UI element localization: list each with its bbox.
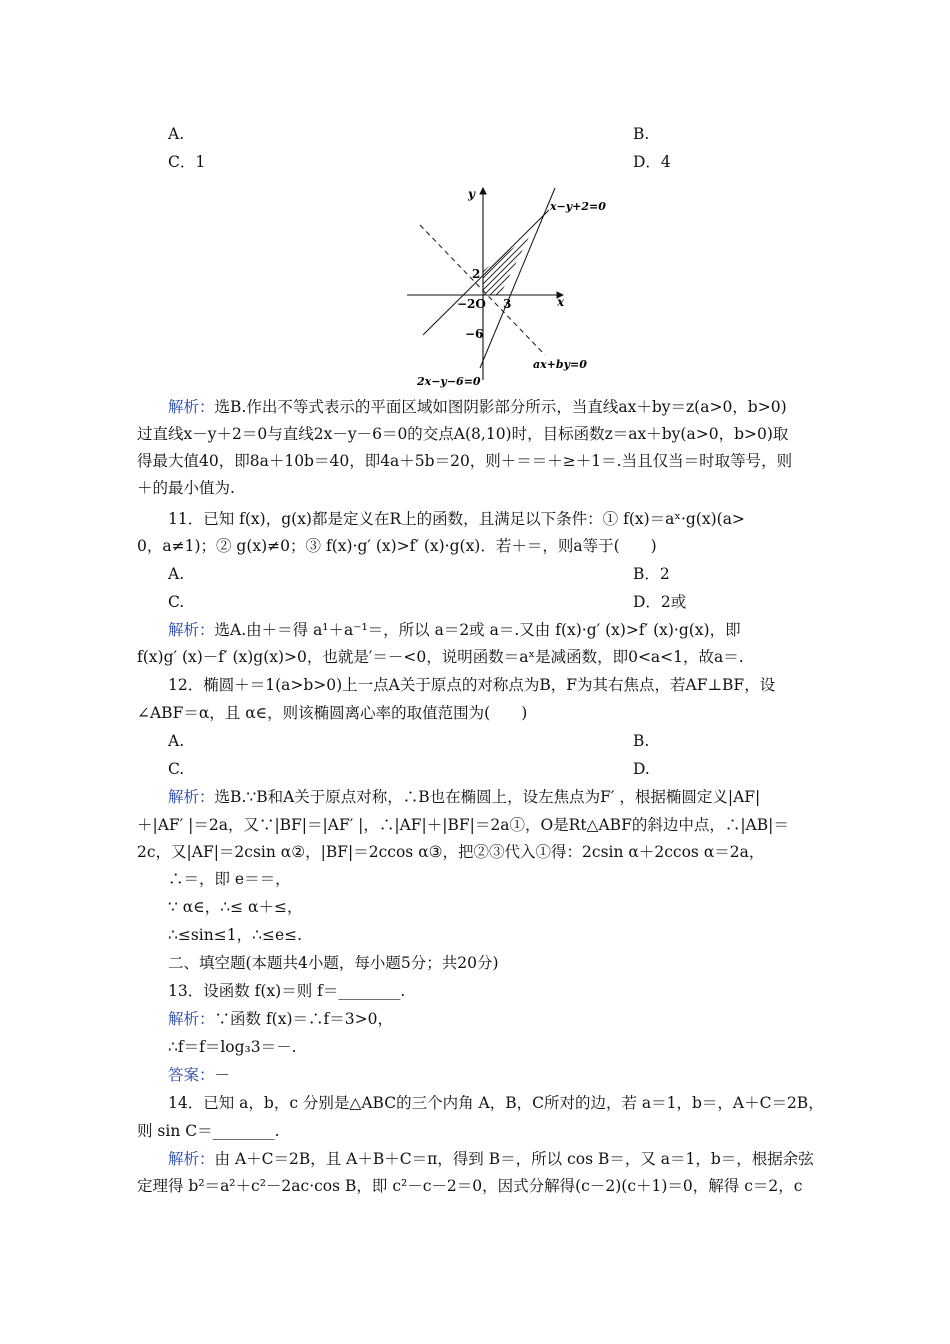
q12-solution-line-6: ∴≤sin≤1，∴≤e≤. [168,926,303,944]
q12-option-b: B. [633,732,650,750]
label-line-1: x−y+2=0 [550,200,606,213]
q14-stem-line-1: 14．已知 a，b，c 分别是△ABC的三个内角 A，B，C所对的边，若 a＝1，b＝，A＋C＝2B， [168,1094,824,1112]
q13-answer-tag: 答案： [168,1066,215,1084]
q11-option-b: B．2 [633,565,670,583]
q10-graph [395,180,610,390]
q12-stem-line-2: ∠ABF＝α，且 α∈，则该椭圆离心率的取值范围为( ) [137,704,528,722]
q11-options-row-1 [168,564,868,584]
q10-solution-line-2: 过直线x－y＋2＝0与直线2x－y－6＝0的交点A(8,10)时，目标函数z＝ax＋by(a>0，b>0)取 [137,425,789,443]
q13-solution-line-2: ∴f＝f＝log₃3＝－. [168,1038,297,1056]
label-line-2: ax+by=0 [533,358,587,371]
q12-options-row-1 [168,731,868,751]
q11-option-d: D．2或 [633,593,687,611]
label-3: 3 [503,297,512,311]
q10-solution-line-4: ＋的最小值为. [137,479,235,497]
label-y: y [468,187,475,201]
line-x-minus-y-plus-2 [423,210,549,335]
q14-stem-line-2: 则 sin C＝________. [137,1122,280,1140]
shaded-region [443,220,577,300]
q10-options-row-1 [168,124,868,144]
q13-answer: 答案：－ [168,1066,231,1084]
q10-option-a: A. [168,125,185,143]
q12-stem-line-1: 12．椭圆＋＝1(a>b>0)上一点A关于原点的对称点为B，F为其右焦点，若AF⊥BF，设 [168,676,776,694]
label-minus-2-origin: −2O [457,297,486,311]
q13-stem: 13．设函数 f(x)＝则 f＝________. [168,982,406,1000]
label-line-3: 2x−y−6=0 [417,375,481,388]
label-2: 2 [472,267,481,281]
q12-options-row-2 [168,759,868,779]
q14-solution-line-1: 解析：由 A＋C＝2B，且 A＋B＋C＝π，得到 B＝，所以 cos B＝，又 a＝1，b＝，根据余弦 [168,1150,814,1168]
q10-solution-line-3: 得最大值40，即8a＋10b＝40，即4a＋5b＝20，则＋＝＝＋≥＋1＝.当且仅当＝时取等号，则 [137,452,793,470]
q14-solution-line-2: 定理得 b²＝a²＋c²－2ac·cos B，即 c²－c－2＝0，因式分解得(c－2)(c＋1)＝0，解得 c＝2，c [137,1177,803,1195]
q12-option-c: C. [168,760,185,778]
q10-solution-line-1: 解析：选B.作出不等式表示的平面区域如图阴影部分所示，当直线ax＋by＝z(a>0，b>0) [168,398,787,416]
q10-option-c: C．1 [168,153,206,171]
q13-solution-line-1: 解析：∵函数 f(x)＝∴f＝3>0， [168,1010,393,1028]
q11-solution-line-1: 解析：选A.由＋＝得 a¹＋a⁻¹＝，所以 a＝2或 a＝.又由 f(x)·g′ (x)>f′ (x)·g(x)，即 [168,621,741,639]
q12-solution-line-4: ∴＝，即 e＝＝， [168,870,291,888]
q11-solution-line-2: f(x)g′ (x)－f′ (x)g(x)>0，也就是′＝－<0，说明函数＝aˣ是减函数，即0<a<1，故a＝. [137,648,744,666]
q11-stem-line-1: 11．已知 f(x)，g(x)都是定义在R上的函数，且满足以下条件：① f(x)＝aˣ·g(x)(a> [168,510,745,528]
q11-stem-line-2: 0，a≠1)；② g(x)≠0；③ f(x)·g′ (x)>f′ (x)·g(x)．若＋＝，则a等于( ) [137,537,657,555]
q10-options-row-2 [168,152,868,172]
q12-option-d: D. [633,760,650,778]
label-x: x [557,295,565,309]
q11-solution-tag: 解析： [168,621,215,639]
q14-solution-tag: 解析： [168,1150,215,1168]
q12-solution-line-2: ＋|AF′ |＝2a，又∵|BF|＝|AF′ |，∴|AF|＋|BF|＝2a①，O是Rt△ABF的斜边中点，∴|AB|＝ [137,816,789,834]
q12-solution-tag: 解析： [168,788,215,806]
line-2x-minus-y-minus-6 [480,188,555,368]
section-2-title: 二、填空题(本题共4小题，每小题5分；共20分) [168,954,499,972]
label-minus-6: −6 [465,327,484,341]
q12-solution-line-3: 2c，又|AF|＝2csin α②，|BF|＝2ccos α③，把②③代入①得：2csin α＋2ccos α＝2a， [137,843,765,861]
q11-options-row-2 [168,592,868,612]
q12-solution-line-1: 解析：选B.∵B和A关于原点对称，∴B也在椭圆上，设左焦点为F′ ，根据椭圆定义|AF| [168,788,761,806]
q12-solution-line-5: ∵ α∈，∴≤ α＋≤， [168,898,303,916]
q13-solution-tag: 解析： [168,1010,215,1028]
q10-option-d: D．4 [633,153,671,171]
q11-option-a: A. [168,565,185,583]
q10-solution-tag: 解析： [168,398,215,416]
q12-option-a: A. [168,732,185,750]
q10-option-b: B. [633,125,650,143]
q11-option-c: C. [168,593,185,611]
